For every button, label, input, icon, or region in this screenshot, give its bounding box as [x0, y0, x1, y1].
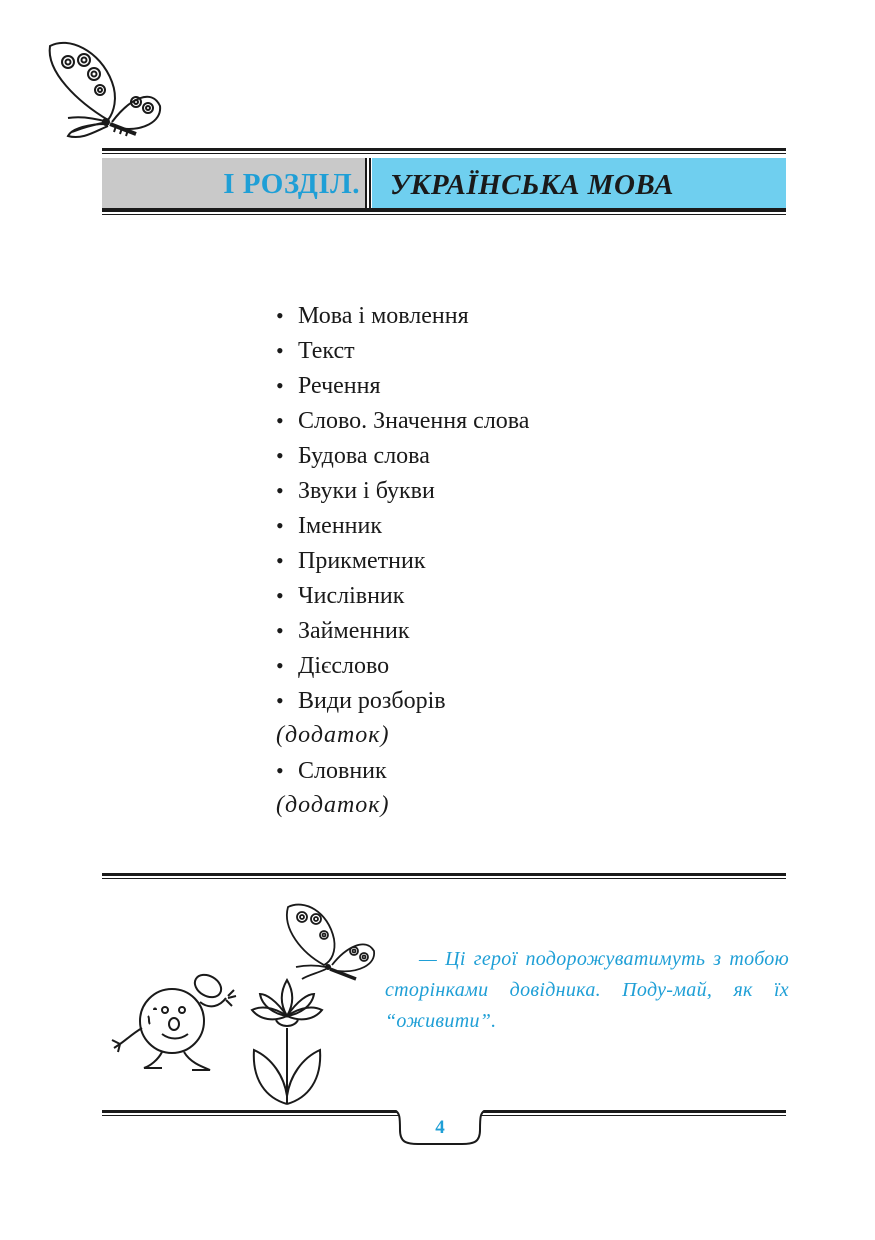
- list-item: [276, 613, 529, 648]
- list-item-label: Словник: [298, 758, 387, 784]
- list-item: [276, 648, 529, 683]
- bullet: •: [276, 583, 284, 608]
- bullet: •: [276, 513, 284, 538]
- list-item-label: Речення: [298, 373, 381, 399]
- list-item-label: Будова слова: [298, 443, 430, 469]
- header-bottom-rule: [102, 208, 786, 212]
- list-item-label: Прикметник: [298, 548, 426, 574]
- bullet: •: [276, 548, 284, 573]
- list-item: [276, 578, 529, 613]
- ball-character-icon: [110, 966, 250, 1076]
- bullet: •: [276, 758, 284, 783]
- flower-icon: [246, 976, 328, 1108]
- list-item-label: Займенник: [298, 618, 410, 644]
- list-item: [276, 508, 529, 543]
- section-label: І РОЗДІЛ.: [223, 168, 360, 200]
- list-item: [276, 683, 529, 718]
- contents-list: [276, 298, 529, 823]
- bullet: •: [276, 303, 284, 328]
- bullet: •: [276, 443, 284, 468]
- list-item: [276, 543, 529, 578]
- bullet: •: [276, 373, 284, 398]
- list-item: [276, 333, 529, 368]
- list-item-label: Види розборів: [298, 688, 446, 714]
- bullet: •: [276, 338, 284, 363]
- footer-top-rule-thin: [102, 878, 786, 879]
- list-item-label: Слово. Значення слова: [298, 408, 530, 434]
- list-item-label: Звуки і букви: [298, 478, 435, 504]
- list-item-label: Числівник: [298, 583, 405, 609]
- header-top-rule: [102, 148, 786, 151]
- banner-divider: [365, 158, 367, 208]
- list-item: [276, 298, 529, 333]
- list-item-label: Дієслово: [298, 653, 390, 679]
- list-item-note: (додаток): [276, 722, 390, 748]
- intro-quote: — Ці герої подорожуватимуть з тобою сторінками довідника. Поду-май, як їх “оживити”.: [385, 948, 789, 1032]
- bullet: •: [276, 653, 284, 678]
- list-item: [276, 753, 529, 788]
- list-item: [276, 368, 529, 403]
- header-bottom-rule-thin: [102, 214, 786, 215]
- list-item: [276, 438, 529, 473]
- bullet: •: [276, 618, 284, 643]
- butterfly-icon: [278, 895, 388, 985]
- bullet: •: [276, 478, 284, 503]
- header-top-rule-thin: [102, 153, 786, 154]
- list-item-label: Іменник: [298, 513, 383, 539]
- list-item: [276, 403, 529, 438]
- list-item-note: (додаток): [276, 792, 390, 818]
- bullet: •: [276, 688, 284, 713]
- bullet: •: [276, 408, 284, 433]
- butterfly-icon: [38, 32, 168, 144]
- list-item: [276, 473, 529, 508]
- footer-top-rule: [102, 873, 786, 876]
- page-number: 4: [435, 1117, 445, 1138]
- list-item-label: Мова і мовлення: [298, 303, 469, 329]
- banner-divider: [369, 158, 371, 208]
- section-title: УКРАЇНСЬКА МОВА: [390, 169, 674, 201]
- list-item-label: Текст: [298, 338, 355, 364]
